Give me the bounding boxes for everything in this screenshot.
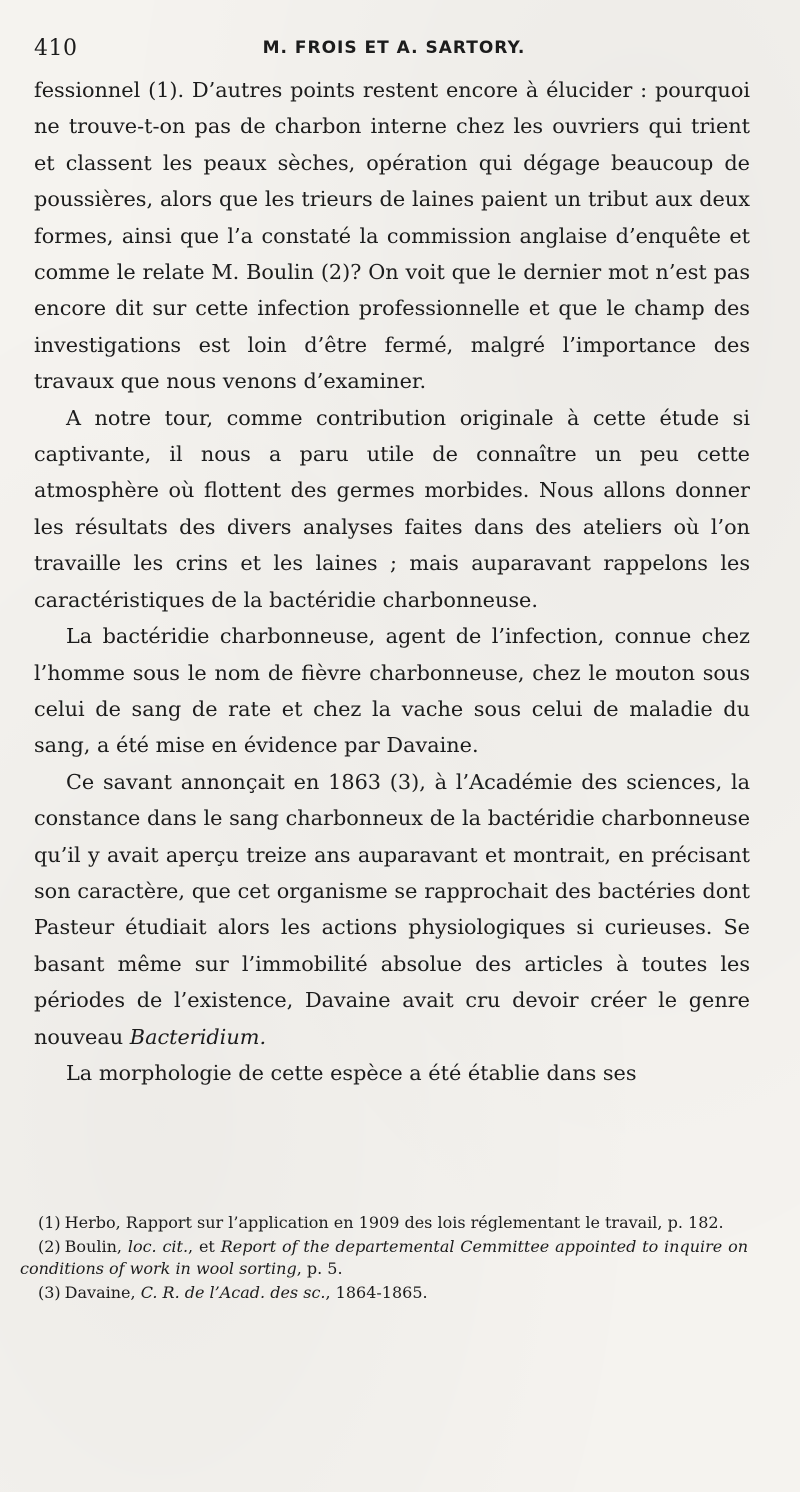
footnote bbox=[20, 1282, 748, 1304]
footnote-italic: C. R. de l’Acad. des sc. bbox=[140, 1283, 326, 1302]
footnote-text: , et bbox=[188, 1237, 221, 1256]
footnote-text: Boulin, bbox=[64, 1237, 128, 1256]
paragraph: fessionnel (1). D’autres points restent encore à élucider : pourquoi ne trouve-t-on pas de charbon interne chez les ouvriers qui trient et classent les peaux sèches, opération qui dégage beaucoup de poussières, alors que les trieurs de laines paient un tribut aux deux formes, ainsi que l’a constaté la commission anglaise d’enquête et comme le relate M. Boulin (2)? On voit que le dernier mot n’est pas encore dit sur cette infection professionnelle et que le champ des investigations est loin d’être fermé, malgré l’importance des travaux que nous venons d’examiner. bbox=[34, 78, 750, 394]
running-head: M. FROIS ET A. SARTORY. bbox=[262, 38, 526, 58]
footnote-number: (2) bbox=[38, 1237, 61, 1256]
paragraph: La bactéridie charbonneuse, agent de l’infection, connue chez l’homme sous le nom de fièvre charbonneuse, chez le mouton sous celui de sang de rate et chez la vache sous celui de maladie du sang, a été mise en évidence par Davaine. bbox=[34, 624, 750, 758]
footnotes bbox=[20, 1212, 748, 1306]
footnote-italic: loc. cit. bbox=[127, 1237, 189, 1256]
paragraph-text: Ce savant annonçait en 1863 (3), à l’Académie des sciences, la constance dans le sang charbonneux de la bactéridie charbonneuse qu’il y avait aperçu treize ans auparavant et montrait, en précisant son caractère, que cet organisme se rapprochait des bactéries dont Pasteur étudiait alors les actions physiologiques si curieuses. Se basant même sur l’immobilité absolue des articles à toutes les périodes de l’existence, Davaine avait cru devoir créer le genre nouveau bbox=[34, 769, 750, 1049]
footnote-text: Herbo, Rapport sur l’application en 1909 des lois réglementant le travail, p. 182. bbox=[64, 1213, 724, 1232]
footnote-text: , 1864-1865. bbox=[325, 1283, 428, 1302]
genus-name: Bacteridium. bbox=[129, 1024, 267, 1049]
footnote-number: (1) bbox=[38, 1213, 61, 1232]
body-text bbox=[34, 72, 750, 1091]
paragraph: A notre tour, comme contribution originale à cette étude si captivante, il nous a paru utile de connaître un peu cette atmosphère où flottent des germes morbides. Nous allons donner les résultats des divers analyses faites dans des ateliers où l’on travaille les crins et les laines ; mais auparavant rappelons les caractéristiques de la bactéridie charbonneuse. bbox=[34, 405, 750, 612]
paragraph: La morphologie de cette espèce a été établie dans ses bbox=[66, 1060, 637, 1085]
footnote-italic: Report of the departemental Cemmittee appointed to inquire on conditions of work in wool sorting bbox=[20, 1237, 748, 1278]
footnote-number: (3) bbox=[38, 1283, 61, 1302]
paragraph bbox=[34, 764, 750, 1055]
footnote-text: , p. 5. bbox=[296, 1259, 343, 1278]
footnote bbox=[20, 1212, 748, 1234]
page-header bbox=[34, 36, 754, 68]
footnote bbox=[20, 1236, 748, 1280]
footnote-text: Davaine, bbox=[64, 1283, 141, 1302]
page-number: 410 bbox=[34, 36, 78, 61]
